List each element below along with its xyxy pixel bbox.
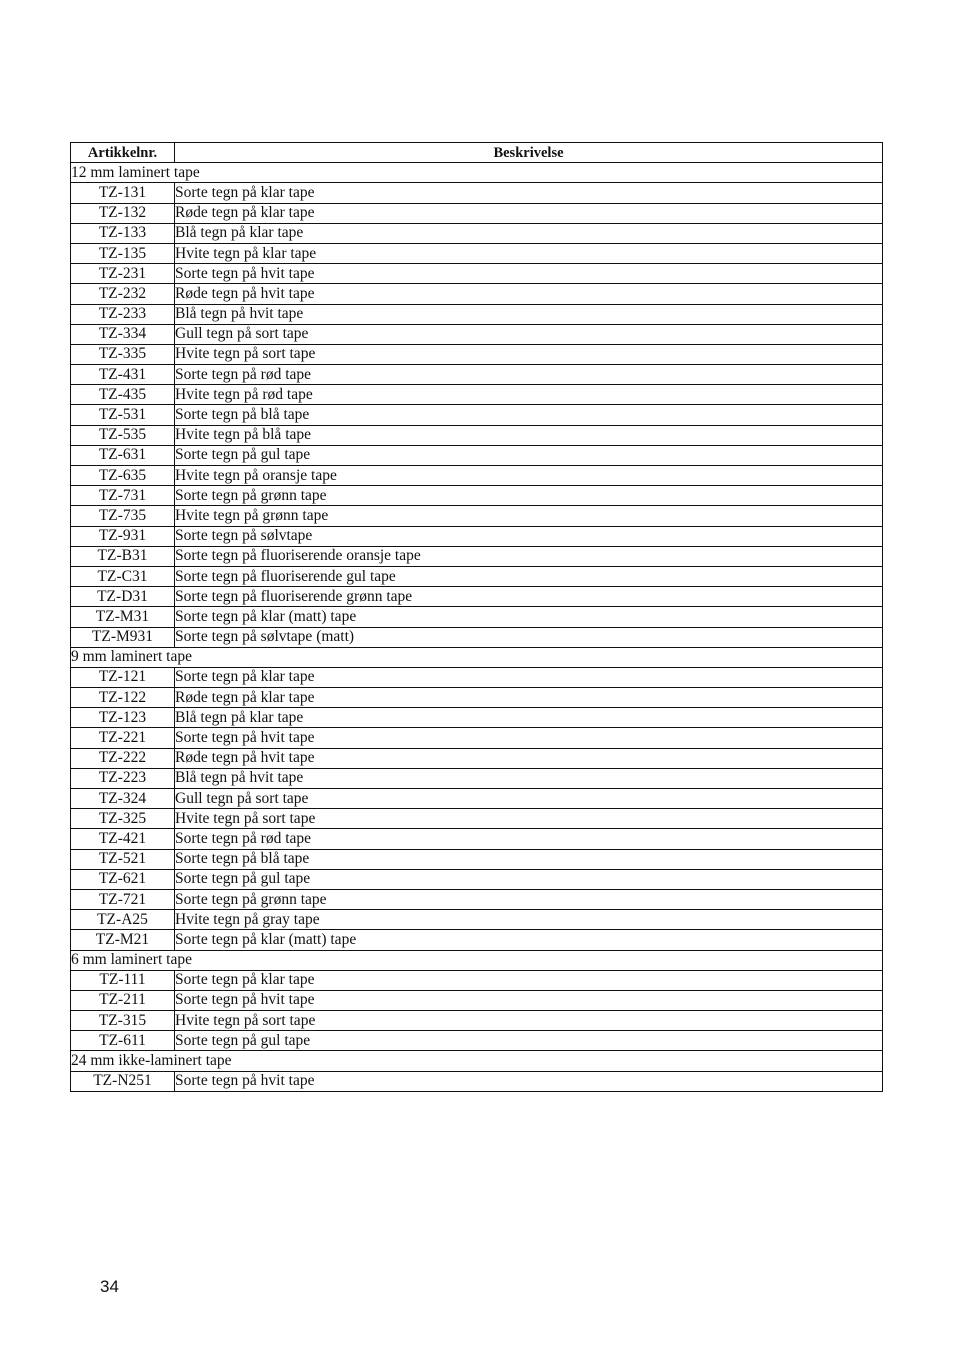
article-number: TZ-334 xyxy=(71,324,175,344)
table-row xyxy=(71,768,883,788)
description: Blå tegn på hvit tape xyxy=(175,304,883,324)
description: Blå tegn på klar tape xyxy=(175,223,883,243)
group-title: 12 mm laminert tape xyxy=(71,163,883,183)
description: Hvite tegn på grønn tape xyxy=(175,506,883,526)
table-row xyxy=(71,869,883,889)
description: Sorte tegn på gul tape xyxy=(175,445,883,465)
table-row xyxy=(71,324,883,344)
description: Gull tegn på sort tape xyxy=(175,324,883,344)
table-row xyxy=(71,970,883,990)
article-number: TZ-C31 xyxy=(71,566,175,586)
group-row xyxy=(71,647,883,667)
description: Sorte tegn på grønn tape xyxy=(175,486,883,506)
description: Hvite tegn på sort tape xyxy=(175,344,883,364)
article-number: TZ-521 xyxy=(71,849,175,869)
article-number: TZ-M21 xyxy=(71,930,175,950)
tape-table xyxy=(70,142,883,1092)
description: Hvite tegn på oransje tape xyxy=(175,466,883,486)
description: Hvite tegn på gray tape xyxy=(175,910,883,930)
article-number: TZ-M31 xyxy=(71,607,175,627)
description: Røde tegn på klar tape xyxy=(175,688,883,708)
article-number: TZ-721 xyxy=(71,889,175,909)
table-row xyxy=(71,506,883,526)
article-number: TZ-222 xyxy=(71,748,175,768)
header-row xyxy=(71,143,883,163)
table-row xyxy=(71,546,883,566)
article-number: TZ-621 xyxy=(71,869,175,889)
description: Blå tegn på hvit tape xyxy=(175,768,883,788)
table-row xyxy=(71,587,883,607)
table-row xyxy=(71,526,883,546)
table-row xyxy=(71,607,883,627)
description: Sorte tegn på fluoriserende gul tape xyxy=(175,566,883,586)
article-number: TZ-315 xyxy=(71,1011,175,1031)
article-number: TZ-B31 xyxy=(71,546,175,566)
article-number: TZ-421 xyxy=(71,829,175,849)
article-number: TZ-111 xyxy=(71,970,175,990)
description: Sorte tegn på sølvtape (matt) xyxy=(175,627,883,647)
article-number: TZ-631 xyxy=(71,445,175,465)
header-description: Beskrivelse xyxy=(175,143,883,163)
description: Hvite tegn på klar tape xyxy=(175,243,883,263)
group-title: 9 mm laminert tape xyxy=(71,647,883,667)
article-number: TZ-731 xyxy=(71,486,175,506)
description: Sorte tegn på gul tape xyxy=(175,1031,883,1051)
article-number: TZ-611 xyxy=(71,1031,175,1051)
group-title: 6 mm laminert tape xyxy=(71,950,883,970)
table-row xyxy=(71,183,883,203)
description: Sorte tegn på hvit tape xyxy=(175,264,883,284)
article-number: TZ-M931 xyxy=(71,627,175,647)
group-row xyxy=(71,163,883,183)
table-row xyxy=(71,365,883,385)
description: Sorte tegn på klar (matt) tape xyxy=(175,607,883,627)
article-number: TZ-431 xyxy=(71,365,175,385)
description: Sorte tegn på fluoriserende oransje tape xyxy=(175,546,883,566)
table-row xyxy=(71,486,883,506)
table-body xyxy=(71,163,883,1092)
description: Sorte tegn på fluoriserende grønn tape xyxy=(175,587,883,607)
description: Hvite tegn på rød tape xyxy=(175,385,883,405)
group-row xyxy=(71,1051,883,1071)
article-number: TZ-D31 xyxy=(71,587,175,607)
article-number: TZ-123 xyxy=(71,708,175,728)
table-row xyxy=(71,789,883,809)
table-row xyxy=(71,445,883,465)
description: Sorte tegn på blå tape xyxy=(175,849,883,869)
article-number: TZ-231 xyxy=(71,264,175,284)
table-row xyxy=(71,809,883,829)
description: Sorte tegn på grønn tape xyxy=(175,889,883,909)
table-row xyxy=(71,1011,883,1031)
description: Hvite tegn på sort tape xyxy=(175,1011,883,1031)
table-row xyxy=(71,466,883,486)
article-number: TZ-121 xyxy=(71,667,175,687)
page-number: 34 xyxy=(100,1277,119,1296)
article-number: TZ-931 xyxy=(71,526,175,546)
article-number: TZ-435 xyxy=(71,385,175,405)
description: Sorte tegn på blå tape xyxy=(175,405,883,425)
table-row xyxy=(71,304,883,324)
description: Sorte tegn på rød tape xyxy=(175,365,883,385)
table-row xyxy=(71,990,883,1010)
table-row xyxy=(71,243,883,263)
description: Sorte tegn på hvit tape xyxy=(175,990,883,1010)
description: Sorte tegn på hvit tape xyxy=(175,1071,883,1091)
description: Sorte tegn på hvit tape xyxy=(175,728,883,748)
description: Sorte tegn på sølvtape xyxy=(175,526,883,546)
article-number: TZ-535 xyxy=(71,425,175,445)
description: Sorte tegn på gul tape xyxy=(175,869,883,889)
group-title: 24 mm ikke-laminert tape xyxy=(71,1051,883,1071)
article-number: TZ-A25 xyxy=(71,910,175,930)
table-row xyxy=(71,667,883,687)
table-row xyxy=(71,264,883,284)
article-number: TZ-133 xyxy=(71,223,175,243)
article-number: TZ-335 xyxy=(71,344,175,364)
table-row xyxy=(71,728,883,748)
table-row xyxy=(71,748,883,768)
table-row xyxy=(71,889,883,909)
table-row xyxy=(71,566,883,586)
article-number: TZ-211 xyxy=(71,990,175,1010)
description: Sorte tegn på klar tape xyxy=(175,970,883,990)
table-row xyxy=(71,627,883,647)
description: Hvite tegn på sort tape xyxy=(175,809,883,829)
table-row xyxy=(71,223,883,243)
description: Blå tegn på klar tape xyxy=(175,708,883,728)
table-row xyxy=(71,708,883,728)
table-row xyxy=(71,930,883,950)
description: Sorte tegn på klar tape xyxy=(175,183,883,203)
description: Hvite tegn på blå tape xyxy=(175,425,883,445)
article-number: TZ-N251 xyxy=(71,1071,175,1091)
table-row xyxy=(71,425,883,445)
article-number: TZ-221 xyxy=(71,728,175,748)
table-row xyxy=(71,829,883,849)
table-row xyxy=(71,910,883,930)
table-row xyxy=(71,1031,883,1051)
table-row xyxy=(71,1071,883,1091)
description: Røde tegn på klar tape xyxy=(175,203,883,223)
article-number: TZ-135 xyxy=(71,243,175,263)
description: Sorte tegn på klar (matt) tape xyxy=(175,930,883,950)
table-row xyxy=(71,385,883,405)
article-number: TZ-635 xyxy=(71,466,175,486)
description: Sorte tegn på klar tape xyxy=(175,667,883,687)
article-number: TZ-132 xyxy=(71,203,175,223)
article-number: TZ-325 xyxy=(71,809,175,829)
article-number: TZ-223 xyxy=(71,768,175,788)
description: Røde tegn på hvit tape xyxy=(175,284,883,304)
table-row xyxy=(71,203,883,223)
article-number: TZ-324 xyxy=(71,789,175,809)
article-number: TZ-531 xyxy=(71,405,175,425)
table-row xyxy=(71,849,883,869)
description: Røde tegn på hvit tape xyxy=(175,748,883,768)
table-row xyxy=(71,284,883,304)
article-number: TZ-122 xyxy=(71,688,175,708)
header-code: Artikkelnr. xyxy=(71,143,175,163)
article-number: TZ-131 xyxy=(71,183,175,203)
table-row xyxy=(71,405,883,425)
article-number: TZ-232 xyxy=(71,284,175,304)
table-row xyxy=(71,688,883,708)
description: Sorte tegn på rød tape xyxy=(175,829,883,849)
article-number: TZ-233 xyxy=(71,304,175,324)
description: Gull tegn på sort tape xyxy=(175,789,883,809)
table-row xyxy=(71,344,883,364)
article-number: TZ-735 xyxy=(71,506,175,526)
group-row xyxy=(71,950,883,970)
